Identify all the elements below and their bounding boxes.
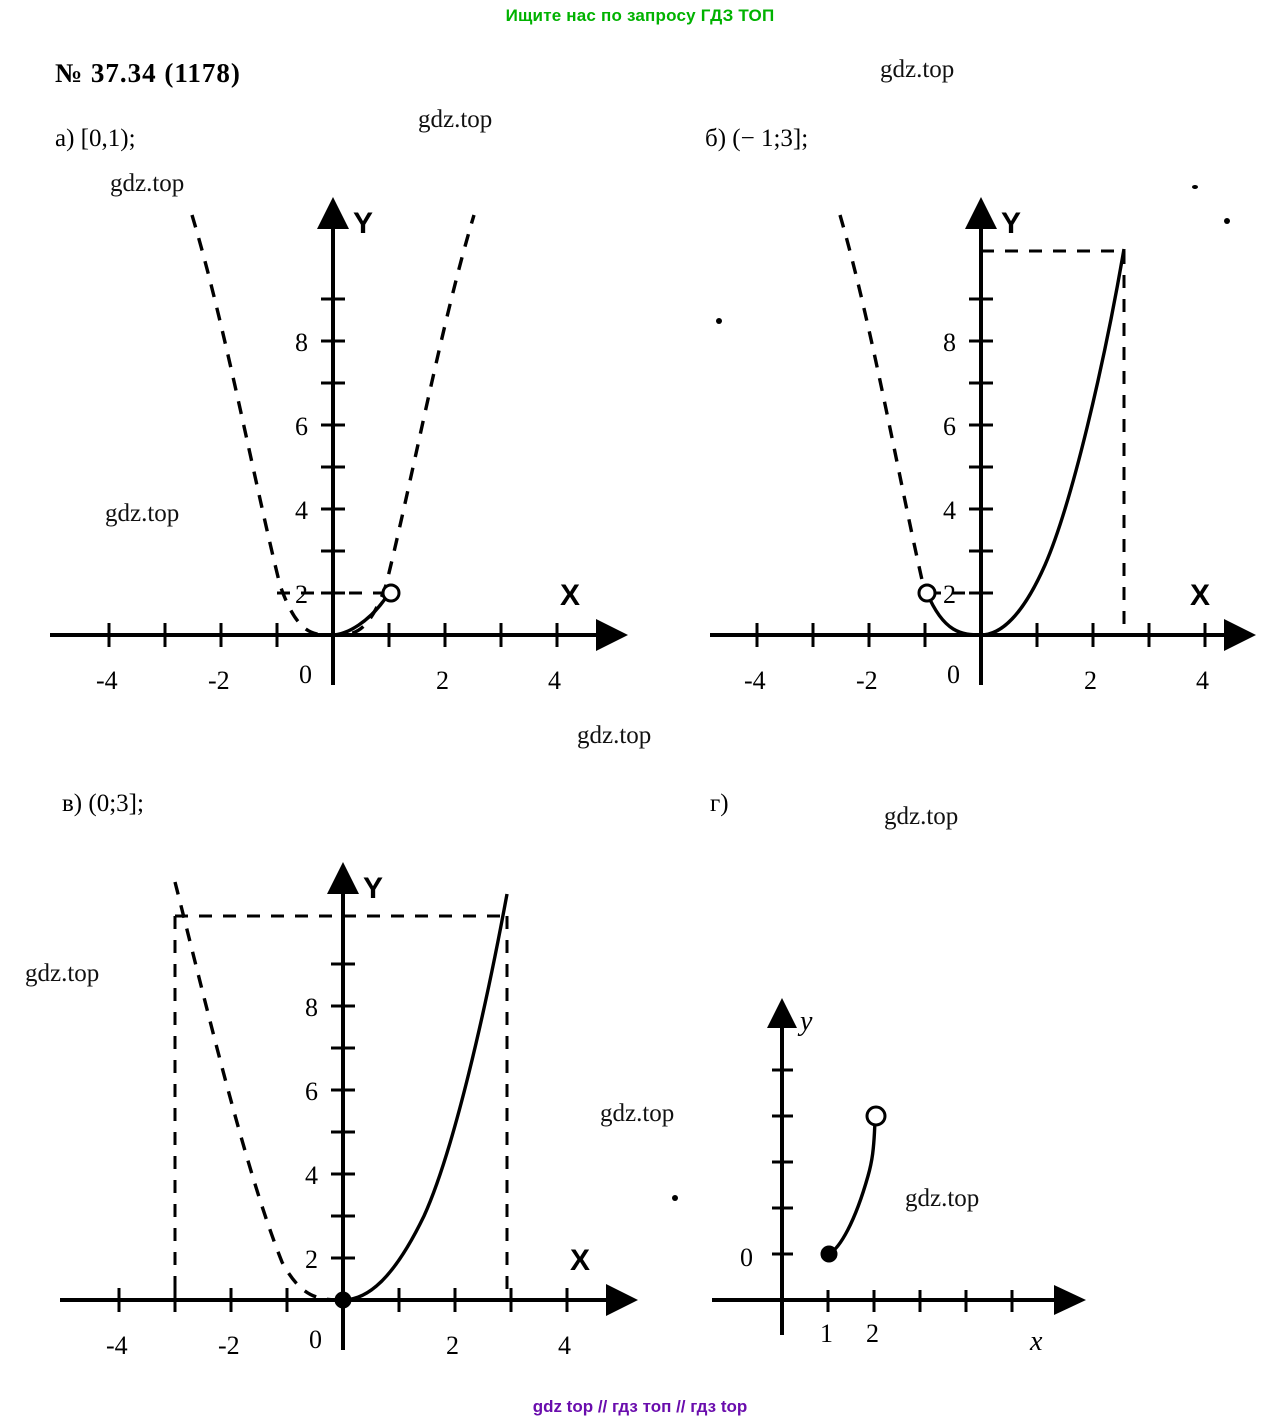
svg-text:2: 2 (1084, 666, 1097, 695)
axis-label-y-b: Y (1001, 207, 1022, 240)
svg-text:-4: -4 (96, 666, 118, 695)
svg-text:-2: -2 (218, 1331, 240, 1360)
svg-text:6: 6 (943, 412, 956, 441)
svg-text:2: 2 (305, 1245, 318, 1274)
svg-text:4: 4 (548, 666, 561, 695)
svg-text:1: 1 (820, 1319, 833, 1348)
svg-text:4: 4 (1196, 666, 1209, 695)
svg-text:8: 8 (943, 328, 956, 357)
top-promo-banner: Ищите нас по запросу ГДЗ ТОП (505, 6, 775, 25)
graph-b (700, 185, 1280, 705)
watermark: gdz.top (110, 170, 185, 197)
part-label-b: б) (− 1;3]; (705, 125, 809, 152)
svg-text:2: 2 (446, 1331, 459, 1360)
axis-label-x-b: X (1190, 579, 1211, 612)
svg-text:2: 2 (436, 666, 449, 695)
svg-text:6: 6 (305, 1077, 318, 1106)
svg-text:2: 2 (866, 1319, 879, 1348)
svg-text:4: 4 (295, 496, 308, 525)
watermark: gdz.top (880, 56, 955, 83)
svg-text:0: 0 (299, 660, 312, 689)
svg-text:-4: -4 (744, 666, 766, 695)
svg-text:8: 8 (295, 328, 308, 357)
svg-text:8: 8 (305, 993, 318, 1022)
graph-g (700, 990, 1120, 1390)
svg-text:6: 6 (295, 412, 308, 441)
watermark: gdz.top (105, 500, 180, 527)
svg-text:0: 0 (740, 1243, 753, 1272)
axis-label-y-v: Y (363, 872, 384, 905)
svg-text:4: 4 (943, 496, 956, 525)
svg-text:4: 4 (305, 1161, 318, 1190)
watermark: gdz.top (577, 722, 652, 749)
svg-text:-4: -4 (106, 1331, 128, 1360)
graph-a (40, 185, 640, 705)
speck (672, 1195, 678, 1201)
axis-label-x-a: X (560, 579, 581, 612)
svg-text:0: 0 (309, 1325, 322, 1354)
svg-text:-2: -2 (208, 666, 230, 695)
bottom-promo-banner: gdz top // гдз топ // гдз top (532, 1397, 748, 1416)
svg-text:2: 2 (295, 580, 308, 609)
svg-text:2: 2 (943, 580, 956, 609)
watermark: gdz.top (884, 803, 959, 830)
axis-label-y-g: y (800, 1006, 813, 1037)
watermark: gdz.top (25, 960, 100, 987)
graph-v (50, 850, 650, 1370)
svg-text:4: 4 (558, 1331, 571, 1360)
part-label-a: а) [0,1); (55, 125, 136, 152)
watermark: gdz.top (905, 1185, 980, 1212)
axis-label-y-a: Y (353, 207, 374, 240)
task-number: № 37.34 (1178) (55, 58, 241, 88)
svg-text:-2: -2 (856, 666, 878, 695)
svg-text:0: 0 (947, 660, 960, 689)
watermark: gdz.top (418, 106, 493, 133)
axis-label-x-v: X (570, 1244, 591, 1277)
axis-label-x-g: x (1030, 1326, 1043, 1357)
part-label-g: г) (710, 790, 729, 817)
part-label-v: в) (0;3]; (62, 790, 144, 817)
watermark: gdz.top (600, 1100, 675, 1127)
